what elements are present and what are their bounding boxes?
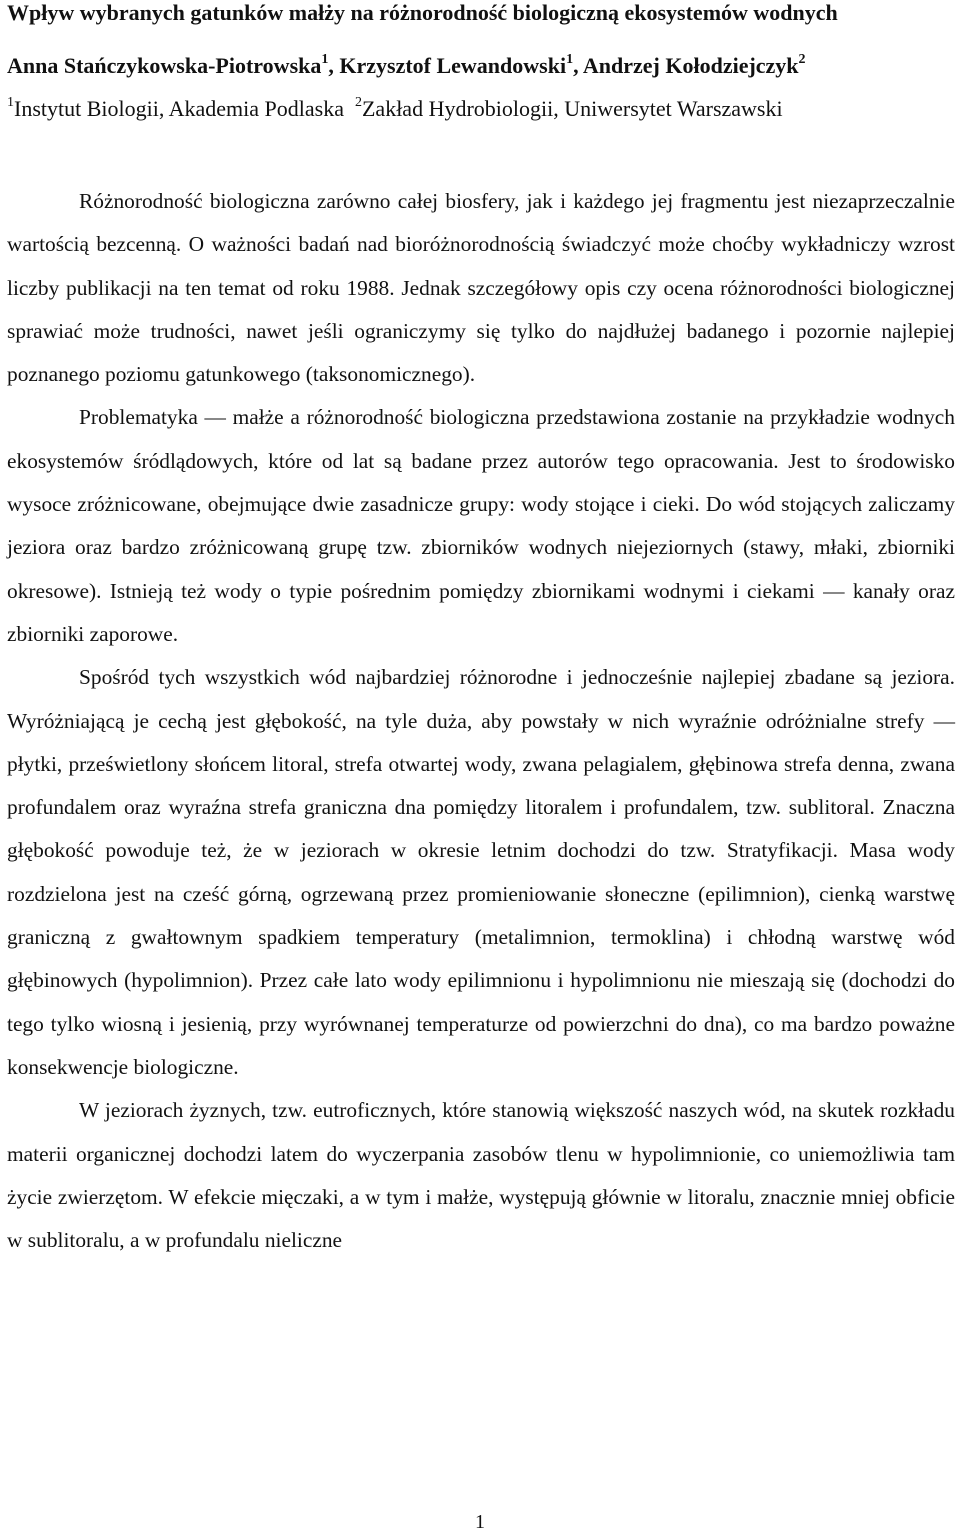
affiliation-marker: 2 [798, 51, 806, 67]
paragraph: Różnorodność biologiczna zarówno całej biosfery, jak i każdego jej fragmentu jest niezaprzeczalnie wartością bezcenną. O ważności badań nad bioróżnorodnością świadczyć może choćby wykładniczy wzrost liczby publikacji na ten temat od roku 1988. Jednak szczegółowy opis czy ocena różnorodności biologicznej sprawiać może trudności, nawet jeśli ograniczymy się tylko do najdłużej badanego i pozornie najlepiej poznanego poziomu gatunkowego (taksonomicznego). [7, 189, 955, 387]
author-separator: , [328, 53, 340, 78]
author-name: Krzysztof Lewandowski [339, 53, 567, 78]
author-separator: , [573, 53, 583, 78]
affiliation-marker: 2 [354, 94, 362, 110]
affiliation-list [7, 96, 783, 122]
page-number: 1 [475, 1511, 485, 1533]
paragraph: W jeziorach żyznych, tzw. eutroficznych, które stanowią większość naszych wód, na skutek rozkładu materii organicznej dochodzi latem do wyczerpania zasobów tlenu w hypolimnionie, co uniemożliwia tam życie zwierzętom. W efekcie mięczaki, a w tym i małże, występują głównie w litoralu, znacznie mniej obficie w sublitoralu, a w profundalu nieliczne [7, 1098, 955, 1253]
author-name: Anna Stańczykowska-Piotrowska [7, 53, 322, 78]
author-name: Andrzej Kołodziejczyk [582, 53, 799, 78]
affiliation-marker: 1 [321, 51, 329, 67]
affiliation-marker: 1 [7, 94, 14, 110]
paragraph: Problematyka — małże a różnorodność biologiczna przedstawiona zostanie na przykładzie wodnych ekosystemów śródlądowych, które od lat są badane przez autorów tego opracowania. Jest to środowisko wysoce zróżnicowane, obejmujące dwie zasadnicze grupy: wody stojące i cieki. Do wód stojących zaliczamy jeziora oraz bardzo zróżnicowaną grupę tzw. zbiorników wodnych niejeziornych (stawy, młaki, zbiorniki okresowe). Istnieją też wody o typie pośrednim pomiędzy zbiornikami wodnymi i ciekami — kanały oraz zbiorniki zaporowe. [7, 405, 955, 646]
affiliation-text: Instytut Biologii, Akademia Podlaska [14, 96, 344, 121]
affiliation-marker: 1 [566, 51, 574, 67]
affiliation-text: Zakład Hydrobiologii, Uniwersytet Warszawski [361, 96, 783, 121]
document-title: Wpływ wybranych gatunków małży na różnorodność biologiczną ekosystemów wodnych [7, 0, 838, 25]
paragraph: Spośród tych wszystkich wód najbardziej różnorodne i jednocześnie najlepiej zbadane są jeziora. Wyróżniającą je cechą jest głębokość, na tyle duża, aby powstały w nich wyraźnie odróżnialne strefy — płytki, prześwietlony słońcem litoral, strefa otwartej wody, zwana pelagialem, głębinowa strefa denna, zwana profundalem oraz wyraźna strefa graniczna dna pomiędzy litoralem i profundalem, tzw. sublitoral. Znaczna głębokość powoduje też, że w jeziorach w okresie letnim dochodzi do tzw. Stratyfikacji. Masa wody rozdzielona jest na cześć górną, ogrzewaną przez promieniowanie słoneczne (epilimnion), cienką warstwę graniczną z gwałtownym spadkiem temperatury (metalimnion, termoklina) i chłodną warstwę wód głębinowych (hypolimnion). Przez całe lato wody epilimnionu i hypolimnionu nie mieszają się (dochodzi do tego tylko wiosną i jesienią, przy wyrównanej temperaturze od powierzchni do dna), co ma bardzo poważne konsekwencje biologiczne. [7, 665, 955, 1079]
author-list [7, 53, 806, 79]
body-text [7, 180, 955, 1262]
